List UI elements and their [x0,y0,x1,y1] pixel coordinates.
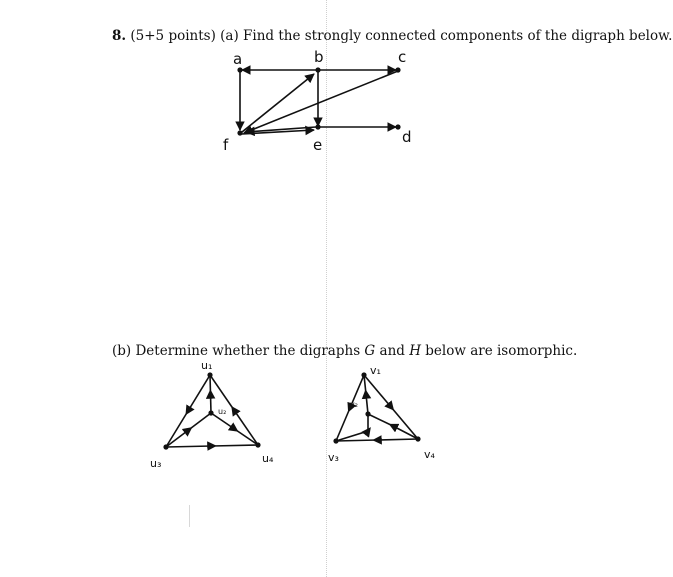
part-a-question: Find the strongly connected components of the digraph below. [243,28,673,44]
part-a-label: (a) [220,28,239,44]
vertex-label-u2: u₂ [218,407,227,416]
problem-points: (5+5 points) [130,28,216,44]
edge-f-b [242,74,314,132]
vertex-label-d: d [402,128,412,146]
vertex-d [395,124,400,129]
digraph-h [328,364,436,464]
vertex-label-v4: v₄ [424,448,435,461]
vertex-label-u3: u₃ [150,457,162,470]
part-b-text-pre: Determine whether the digraphs [135,343,361,359]
edge-v3-v2 [336,414,368,441]
part-b-label: (b) [112,343,132,359]
vertex-a [237,67,242,72]
part-b-text-post: below are isomorphic. [425,343,578,359]
graph-g-symbol: G [364,343,376,359]
edge-u3-u2 [166,413,211,447]
vertex-v4 [415,436,420,441]
vertex-b [315,67,320,72]
digraph-a [223,48,412,154]
digraph-g [150,359,274,470]
vertex-f [237,130,242,135]
vertex-label-c: c [398,48,407,66]
vertex-e [315,124,320,129]
edge-u2-u4 [211,413,258,445]
vertex-label-e: e [313,136,323,154]
vertex-v2 [365,411,370,416]
graph-h-symbol: H [409,343,421,359]
edge-c-f [244,71,398,133]
vertex-v3 [333,438,338,443]
edge-u3-u4 [166,445,258,447]
problem-number: 8. [112,28,127,44]
vertex-c [395,67,400,72]
edge-v2-v1 [364,375,368,414]
vertex-label-u4: u₄ [262,452,274,465]
vertex-label-f: f [223,136,229,154]
edge-u2-u1 [210,375,211,413]
edge-v4-v3 [336,439,418,441]
vertex-label-u1: u₁ [201,359,213,372]
vertex-v1 [361,372,366,377]
part-b-text-and: and [379,343,405,359]
edge-u1-u3 [166,375,210,447]
vertex-label-b: b [314,48,324,66]
vertex-u1 [207,372,212,377]
vertex-label-v2: v₂ [350,400,358,409]
vertex-label-v3: v₃ [328,451,339,464]
edge-v1-v4 [364,375,418,439]
vertex-u4 [255,442,260,447]
vertex-label-v1: v₁ [370,364,381,377]
vertex-label-a: a [233,50,243,68]
edge-v4-v2 [368,414,418,439]
vertex-u2 [208,410,213,415]
vertex-u3 [163,444,168,449]
